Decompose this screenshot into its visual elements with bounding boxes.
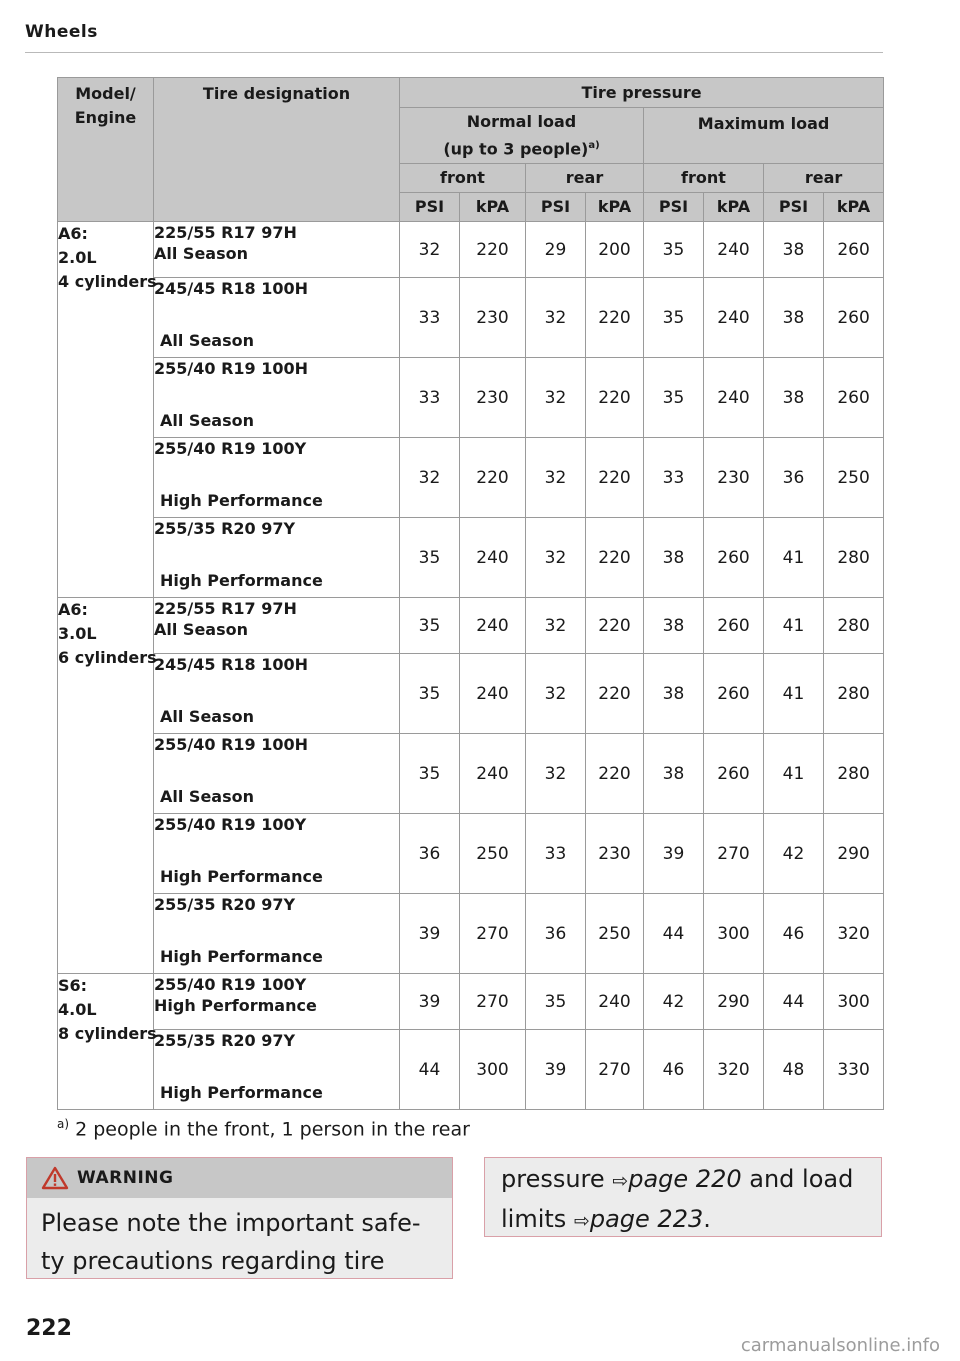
header-kpa: kPA bbox=[460, 193, 526, 222]
psi-value: 35 bbox=[526, 974, 586, 1030]
page-number: 222 bbox=[26, 1316, 72, 1341]
kpa-value: 220 bbox=[586, 598, 644, 654]
model-engine: 3.0L bbox=[58, 624, 97, 643]
kpa-value: 240 bbox=[586, 974, 644, 1030]
tire-size: 255/40 R19 100Y bbox=[154, 815, 307, 834]
psi-value: 33 bbox=[644, 438, 704, 518]
kpa-value: 240 bbox=[460, 734, 526, 814]
header-normal-load bbox=[400, 108, 644, 164]
model-engine-cell bbox=[58, 598, 157, 974]
psi-value: 42 bbox=[764, 814, 824, 894]
kpa-value: 240 bbox=[460, 654, 526, 734]
psi-value: 39 bbox=[644, 814, 704, 894]
table-row bbox=[58, 814, 884, 894]
tire-type: High Performance bbox=[160, 491, 323, 510]
kpa-value: 270 bbox=[460, 974, 526, 1030]
warning-box bbox=[26, 1157, 453, 1279]
psi-value: 35 bbox=[400, 734, 460, 814]
tire-designation-cell bbox=[154, 358, 400, 438]
continuation-end: . bbox=[703, 1205, 711, 1233]
tire-designation-cell bbox=[154, 974, 400, 1030]
kpa-value: 270 bbox=[460, 894, 526, 974]
psi-value: 39 bbox=[400, 974, 460, 1030]
psi-value: 41 bbox=[764, 654, 824, 734]
tire-designation-cell bbox=[154, 598, 400, 654]
tire-size: 255/40 R19 100Y bbox=[154, 439, 307, 458]
warning-title: WARNING bbox=[77, 1168, 174, 1188]
kpa-value: 250 bbox=[586, 894, 644, 974]
normal-load-note: (up to 3 people) bbox=[443, 139, 589, 159]
kpa-value: 320 bbox=[824, 894, 884, 974]
kpa-value: 260 bbox=[704, 518, 764, 598]
header-divider bbox=[25, 52, 883, 53]
page-reference-link[interactable]: page 223 bbox=[589, 1205, 704, 1233]
psi-value: 38 bbox=[764, 278, 824, 358]
kpa-value: 290 bbox=[704, 974, 764, 1030]
kpa-value: 220 bbox=[586, 654, 644, 734]
warning-header bbox=[27, 1158, 452, 1198]
kpa-value: 270 bbox=[586, 1030, 644, 1110]
header-normal-rear: rear bbox=[526, 164, 644, 193]
tire-size: 255/35 R20 97Y bbox=[154, 1031, 296, 1050]
kpa-value: 230 bbox=[460, 278, 526, 358]
table-row bbox=[58, 222, 884, 278]
psi-value: 44 bbox=[644, 894, 704, 974]
psi-value: 32 bbox=[526, 518, 586, 598]
tire-type: High Performance bbox=[160, 1083, 323, 1102]
kpa-value: 220 bbox=[586, 734, 644, 814]
kpa-value: 220 bbox=[460, 438, 526, 518]
kpa-value: 230 bbox=[586, 814, 644, 894]
psi-value: 42 bbox=[644, 974, 704, 1030]
psi-value: 32 bbox=[526, 278, 586, 358]
header-model-engine: Model/ Engine bbox=[58, 78, 154, 222]
header-maximum-load: Maximum load bbox=[644, 108, 884, 164]
tire-type: All Season bbox=[160, 707, 254, 726]
arrow-right-icon: ⇨ bbox=[573, 1210, 590, 1232]
tire-designation-cell bbox=[154, 438, 400, 518]
model-cylinders: 4 cylinders bbox=[58, 272, 157, 291]
footnote bbox=[57, 1117, 470, 1140]
psi-value: 32 bbox=[526, 438, 586, 518]
tire-size: 225/55 R17 97H bbox=[154, 223, 297, 242]
table-row bbox=[58, 974, 884, 1030]
psi-value: 35 bbox=[400, 518, 460, 598]
header-psi: PSI bbox=[644, 193, 704, 222]
tire-size: 225/55 R17 97H bbox=[154, 599, 297, 618]
kpa-value: 260 bbox=[824, 278, 884, 358]
model-cylinders: 8 cylinders bbox=[58, 1024, 157, 1043]
table-row bbox=[58, 894, 884, 974]
kpa-value: 260 bbox=[704, 734, 764, 814]
header-psi: PSI bbox=[400, 193, 460, 222]
psi-value: 39 bbox=[400, 894, 460, 974]
psi-value: 36 bbox=[526, 894, 586, 974]
footnote-ref: a) bbox=[588, 139, 600, 151]
header-kpa: kPA bbox=[704, 193, 764, 222]
tire-designation-cell bbox=[154, 518, 400, 598]
model-model: A6: bbox=[58, 224, 88, 243]
footnote-text: 2 people in the front, 1 person in the rear bbox=[75, 1118, 470, 1141]
continuation-text-2: and load limits bbox=[501, 1165, 854, 1233]
tire-type: All Season bbox=[160, 331, 254, 350]
psi-value: 35 bbox=[644, 358, 704, 438]
kpa-value: 220 bbox=[586, 278, 644, 358]
tire-size: 255/40 R19 100H bbox=[154, 735, 309, 754]
psi-value: 33 bbox=[526, 814, 586, 894]
tire-designation-cell bbox=[154, 894, 400, 974]
kpa-value: 300 bbox=[460, 1030, 526, 1110]
psi-value: 35 bbox=[400, 598, 460, 654]
psi-value: 44 bbox=[764, 974, 824, 1030]
kpa-value: 260 bbox=[824, 358, 884, 438]
tire-type: High Performance bbox=[154, 996, 317, 1015]
model-engine: 4.0L bbox=[58, 1000, 97, 1019]
tire-type: All Season bbox=[160, 411, 254, 430]
kpa-value: 220 bbox=[460, 222, 526, 278]
header-max-rear: rear bbox=[764, 164, 884, 193]
model-engine-cell bbox=[58, 974, 157, 1110]
tire-type: High Performance bbox=[160, 571, 323, 590]
kpa-value: 200 bbox=[586, 222, 644, 278]
psi-value: 38 bbox=[764, 222, 824, 278]
kpa-value: 250 bbox=[824, 438, 884, 518]
psi-value: 41 bbox=[764, 734, 824, 814]
tire-designation-cell bbox=[154, 278, 400, 358]
kpa-value: 320 bbox=[704, 1030, 764, 1110]
tire-designation-cell bbox=[154, 814, 400, 894]
psi-value: 35 bbox=[644, 222, 704, 278]
table-row bbox=[58, 1030, 884, 1110]
table-row bbox=[58, 598, 884, 654]
kpa-value: 230 bbox=[460, 358, 526, 438]
psi-value: 33 bbox=[400, 278, 460, 358]
psi-value: 41 bbox=[764, 598, 824, 654]
page-reference-link[interactable]: page 220 bbox=[628, 1165, 742, 1193]
psi-value: 29 bbox=[526, 222, 586, 278]
model-engine-cell bbox=[58, 222, 157, 598]
watermark: carmanualsonline.info bbox=[740, 1335, 940, 1356]
kpa-value: 290 bbox=[824, 814, 884, 894]
psi-value: 39 bbox=[526, 1030, 586, 1110]
kpa-value: 240 bbox=[460, 518, 526, 598]
psi-value: 36 bbox=[764, 438, 824, 518]
kpa-value: 280 bbox=[824, 654, 884, 734]
kpa-value: 330 bbox=[824, 1030, 884, 1110]
kpa-value: 250 bbox=[460, 814, 526, 894]
psi-value: 38 bbox=[644, 598, 704, 654]
model-model: S6: bbox=[58, 976, 88, 995]
tire-pressure-table bbox=[57, 77, 884, 1110]
kpa-value: 280 bbox=[824, 598, 884, 654]
tire-size: 255/35 R20 97Y bbox=[154, 519, 296, 538]
kpa-value: 280 bbox=[824, 734, 884, 814]
psi-value: 41 bbox=[764, 518, 824, 598]
psi-value: 38 bbox=[644, 654, 704, 734]
psi-value: 38 bbox=[764, 358, 824, 438]
model-engine: 2.0L bbox=[58, 248, 97, 267]
psi-value: 46 bbox=[764, 894, 824, 974]
psi-value: 38 bbox=[644, 734, 704, 814]
psi-value: 33 bbox=[400, 358, 460, 438]
kpa-value: 300 bbox=[824, 974, 884, 1030]
table-row bbox=[58, 438, 884, 518]
psi-value: 35 bbox=[644, 278, 704, 358]
tire-size: 245/45 R18 100H bbox=[154, 655, 309, 674]
kpa-value: 240 bbox=[460, 598, 526, 654]
tire-designation-cell bbox=[154, 222, 400, 278]
tire-designation-cell bbox=[154, 654, 400, 734]
tire-type: All Season bbox=[160, 787, 254, 806]
psi-value: 32 bbox=[400, 222, 460, 278]
table-row bbox=[58, 358, 884, 438]
psi-value: 32 bbox=[400, 438, 460, 518]
kpa-value: 240 bbox=[704, 222, 764, 278]
header-psi: PSI bbox=[526, 193, 586, 222]
kpa-value: 260 bbox=[824, 222, 884, 278]
tire-type: High Performance bbox=[160, 947, 323, 966]
warning-continuation bbox=[484, 1157, 882, 1237]
table-row bbox=[58, 518, 884, 598]
header-max-front: front bbox=[644, 164, 764, 193]
kpa-value: 300 bbox=[704, 894, 764, 974]
table-row bbox=[58, 734, 884, 814]
section-title: Wheels bbox=[25, 22, 98, 42]
kpa-value: 230 bbox=[704, 438, 764, 518]
kpa-value: 220 bbox=[586, 518, 644, 598]
footnote-marker: a) bbox=[57, 1117, 70, 1131]
kpa-value: 240 bbox=[704, 278, 764, 358]
psi-value: 32 bbox=[526, 598, 586, 654]
psi-value: 32 bbox=[526, 654, 586, 734]
table-row bbox=[58, 278, 884, 358]
warning-triangle-icon bbox=[41, 1166, 69, 1190]
model-model: A6: bbox=[58, 600, 88, 619]
arrow-right-icon: ⇨ bbox=[612, 1170, 629, 1192]
header-psi: PSI bbox=[764, 193, 824, 222]
tire-size: 255/35 R20 97Y bbox=[154, 895, 296, 914]
kpa-value: 260 bbox=[704, 598, 764, 654]
tire-type: High Performance bbox=[160, 867, 323, 886]
psi-value: 32 bbox=[526, 358, 586, 438]
tire-size: 255/40 R19 100H bbox=[154, 359, 309, 378]
table-row bbox=[58, 654, 884, 734]
psi-value: 32 bbox=[526, 734, 586, 814]
header-kpa: kPA bbox=[586, 193, 644, 222]
kpa-value: 280 bbox=[824, 518, 884, 598]
tire-size: 255/40 R19 100Y bbox=[154, 975, 307, 994]
psi-value: 44 bbox=[400, 1030, 460, 1110]
tire-designation-cell bbox=[154, 734, 400, 814]
continuation-text-1: pressure bbox=[501, 1165, 605, 1193]
tire-type: All Season bbox=[154, 244, 248, 263]
model-cylinders: 6 cylinders bbox=[58, 648, 157, 667]
psi-value: 36 bbox=[400, 814, 460, 894]
kpa-value: 270 bbox=[704, 814, 764, 894]
tire-size: 245/45 R18 100H bbox=[154, 279, 309, 298]
kpa-value: 220 bbox=[586, 438, 644, 518]
psi-value: 46 bbox=[644, 1030, 704, 1110]
tire-type: All Season bbox=[154, 620, 248, 639]
tire-designation-cell bbox=[154, 1030, 400, 1110]
header-normal-front: front bbox=[400, 164, 526, 193]
psi-value: 35 bbox=[400, 654, 460, 734]
warning-text: Please note the important safe- ty precautions regarding tire bbox=[41, 1209, 421, 1275]
normal-load-label: Normal load bbox=[466, 111, 577, 131]
kpa-value: 220 bbox=[586, 358, 644, 438]
header-tire-pressure: Tire pressure bbox=[400, 78, 884, 108]
kpa-value: 240 bbox=[704, 358, 764, 438]
psi-value: 38 bbox=[644, 518, 704, 598]
header-kpa: kPA bbox=[824, 193, 884, 222]
header-tire-designation: Tire designation bbox=[154, 78, 400, 222]
psi-value: 48 bbox=[764, 1030, 824, 1110]
kpa-value: 260 bbox=[704, 654, 764, 734]
